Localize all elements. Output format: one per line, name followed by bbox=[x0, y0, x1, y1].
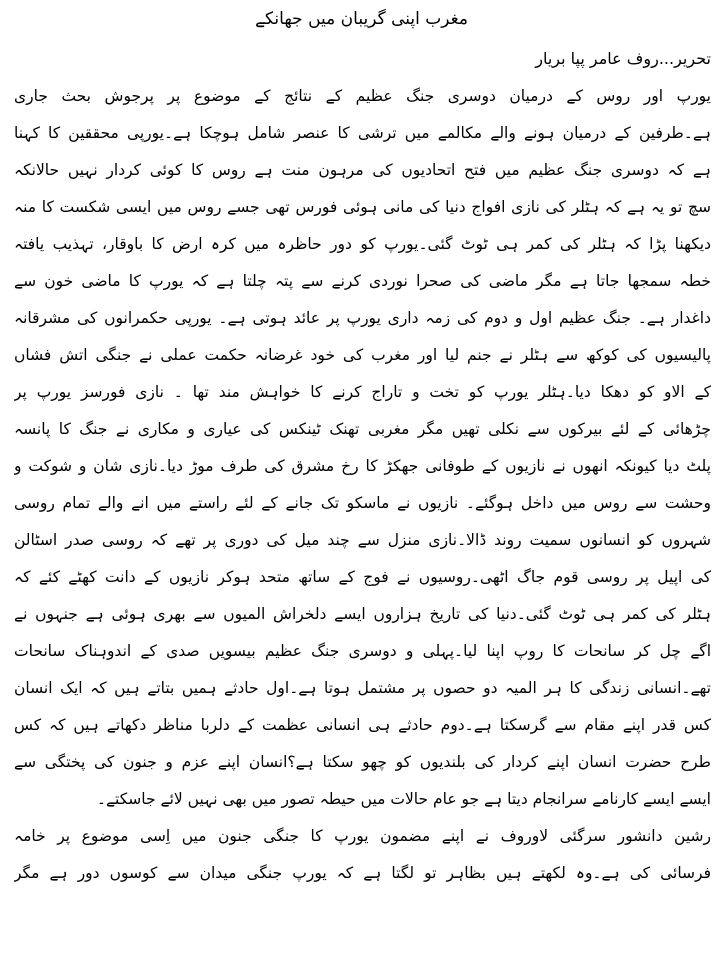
body-line: شہروں کو انسانوں سمیت روند ڈالا۔نازی منزل سے چند میل کی دوری پر تھے کہ روسی صدر اسٹالن bbox=[14, 531, 711, 549]
body-line: ہے۔طرفین کے درمیان ہونے والے مکالمے میں ترشی کا عنصر شامل ہوچکا ہے۔یورپی محققین کا کہنا bbox=[14, 124, 711, 142]
body-line: ہٹلر کی کمر ہی ٹوٹ گئی۔دنیا کی تاریخ ہزاروں ایسے دلخراش المیوں سے بھری ہوئی ہے جنہوں نے bbox=[14, 605, 711, 623]
body-line: کس قدر اپنے مقام سے گرسکتا ہے۔دوم حادثے ہی انسانی عظمت کے دلربا مناظر دکھاتے ہیں کہ کس bbox=[14, 716, 711, 734]
body-line: کے الاو کو دھکا دیا۔ہٹلر یورپ کو تخت و تاراج کرنے کا خواہش مند تھا ۔ نازی فورسز یورپ پر bbox=[14, 383, 711, 401]
body-line: رشین دانشور سرگئی لاوروف نے اپنے مضمون یورپ کا جنگی جنون میں اِسی موضوع پر خامہ bbox=[14, 827, 711, 845]
body-line: چڑھائی کے لئے بیرکوں سے نکلی تھیں مگر مغربی تھنک ٹینکس کی عیاری و مکاری نے جنگ کا پانسہ bbox=[14, 420, 711, 438]
article-body bbox=[14, 78, 711, 892]
author-byline: تحریر...روف عامر پپا بریار bbox=[535, 49, 711, 68]
body-line: خطہ سمجھا جاتا ہے مگر ماضی کی صحرا نوردی کرنے سے پتہ چلتا ہے کہ یورپ کا ماضی خون سے bbox=[14, 272, 711, 290]
body-line: ہے کہ دوسری جنگ عظیم میں فتح اتحادیوں کی مرہون منت ہے روس کا کوئی کردار نہیں حالانکہ bbox=[14, 161, 711, 179]
body-line: پلٹ دیا کیونکہ انھوں نے نازیوں کے طوفانی جھکڑ کا رخ مشرق کی طرف موڑ دیا۔نازی شان و شوکت و bbox=[14, 457, 711, 475]
body-line: دیکھنا پڑا کہ ہٹلر کی کمر ہی ٹوٹ گئی۔یورپ کو دور حاظرہ میں کرہ ارض کا باوقار، تہذیب یافتہ bbox=[14, 235, 711, 253]
article-title: مغرب اپنی گریبان میں جھانکے bbox=[255, 9, 468, 29]
body-line: سچ تو یہ ہے کہ ہٹلر کی نازی افواج دنیا کی مانی ہوئی فورس تھی جسے روس میں ایسی شکست کا منہ bbox=[14, 198, 711, 216]
body-line: طرح حضرت انسان اپنے کردار کی بلندیوں کو چھو سکتا ہے؟انسان اپنے عزم و جنون کی پختگی سے bbox=[14, 753, 711, 771]
body-line: ایسے ایسے کارنامے سرانجام دیتا ہے جو عام حالات میں حیطہ تصور میں بھی نہیں لائے جاسکتے۔ bbox=[96, 790, 711, 808]
body-line: داغدار ہے۔ جنگ عظیم اول و دوم کی زمہ داری یورپ پر عائد ہوتی ہے۔ یورپی حکمرانوں کی مشرقانہ bbox=[14, 309, 711, 327]
body-line: تھے۔انسانی زندگی کا ہر المیہ دو حصوں پر مشتمل ہوتا ہے۔اول حادثے ہمیں بتاتے ہیں کہ ایک انسان bbox=[14, 679, 711, 697]
body-line: یورپ اور روس کے درمیان دوسری جنگ عظیم کے نتائج کے موضوع پر پرجوش بحث جاری bbox=[14, 87, 711, 105]
body-line: کی اپیل پر روسی قوم جاگ اٹھی۔روسیوں نے فوج کے ساتھ متحد ہوکر نازیوں کے دانت کھٹے کئے کہ bbox=[14, 568, 711, 586]
body-line: وحشت سے روس میں داخل ہوگئے۔ نازیوں نے ماسکو تک جانے کے لئے راستے میں انے والے تمام روسی bbox=[14, 494, 711, 512]
body-line: فرسائی کی ہے۔وہ لکھتے ہیں بظاہر تو لگتا ہے کہ یورپ جنگی میدان سے کوسوں دور ہے مگر bbox=[14, 864, 711, 882]
body-line: اگے چل کر سانحات کا روپ اپنا لیا۔پہلی و دوسری جنگ عظیم بیسویں صدی کے اندوہناک سانحات bbox=[14, 642, 711, 660]
body-line: پالیسیوں کی کوکھ سے ہٹلر نے جنم لیا اور مغرب کی خود غرضانہ حکمت عملی نے جنگی اتش فشاں bbox=[14, 346, 711, 364]
